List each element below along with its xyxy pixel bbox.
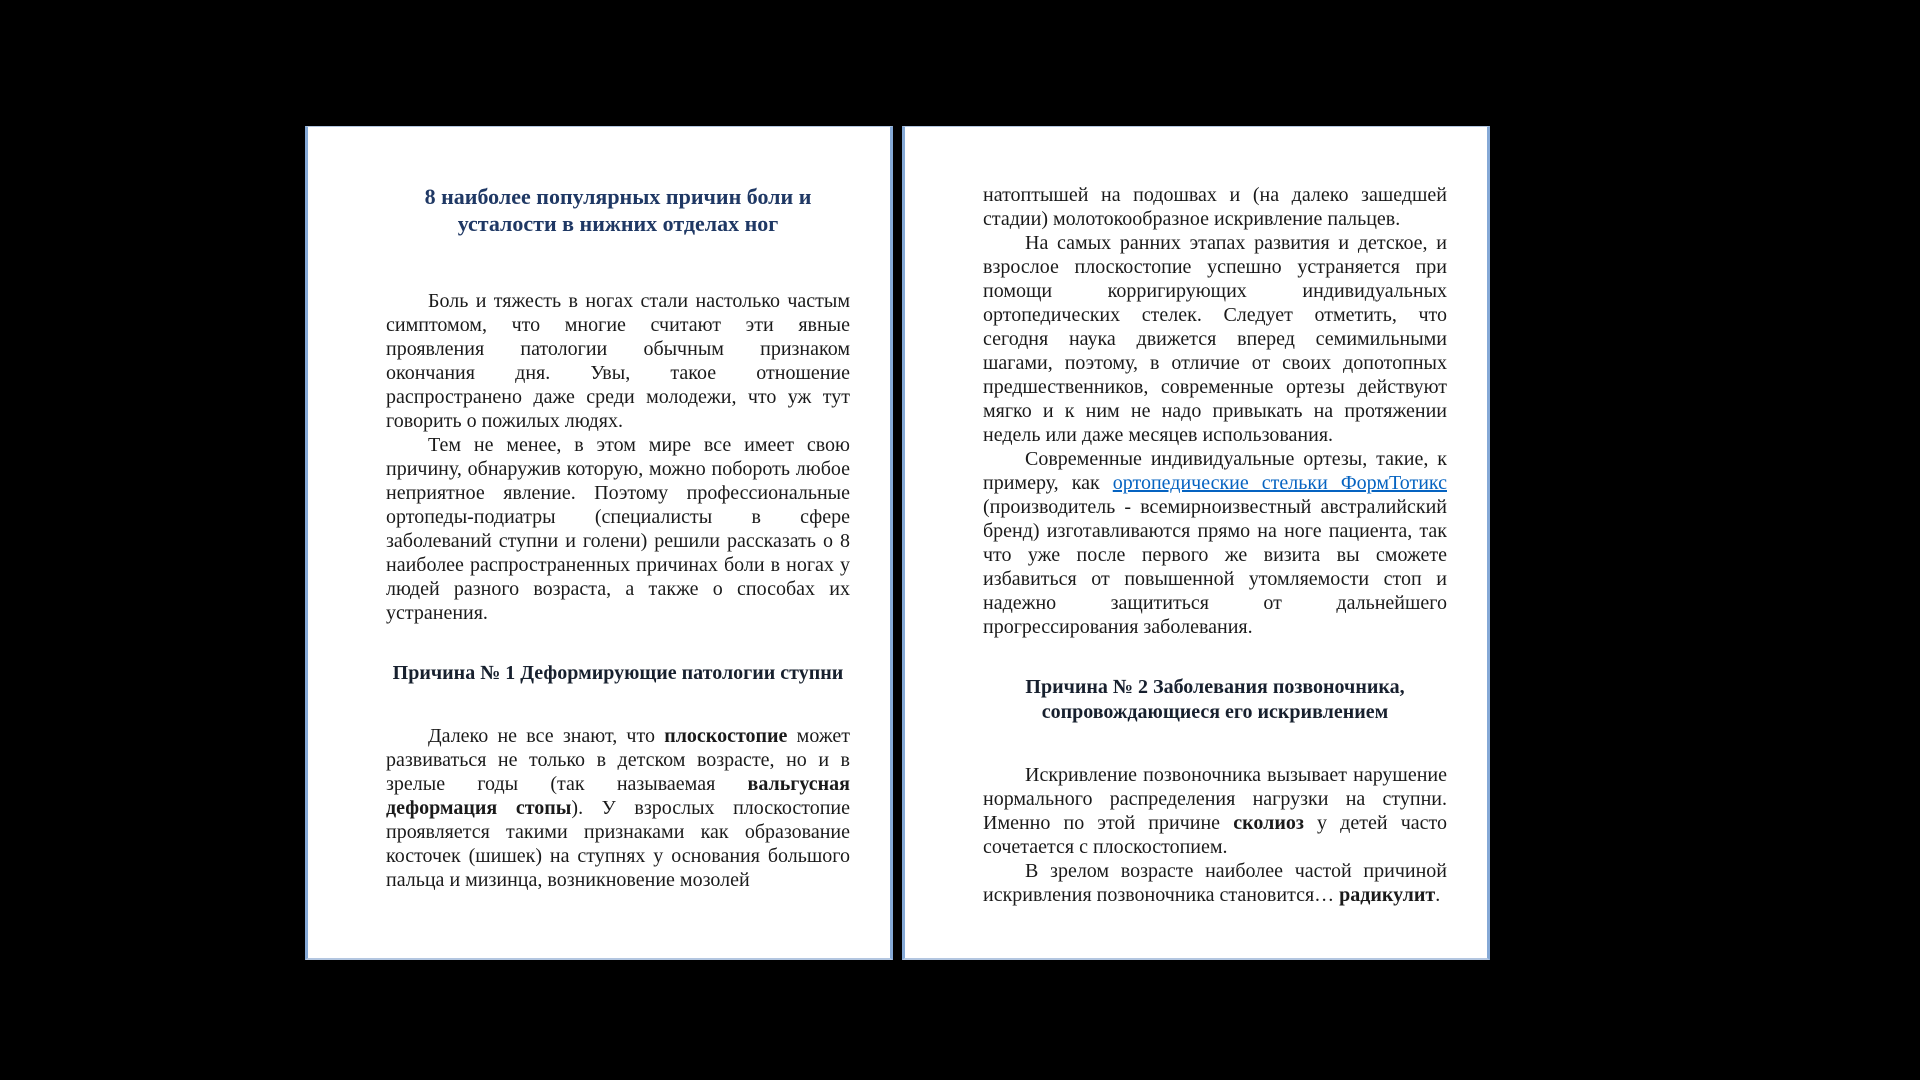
page-1[interactable]	[305, 126, 893, 960]
paragraph	[386, 289, 850, 433]
paragraph	[983, 231, 1447, 447]
document-viewer	[305, 126, 1490, 960]
bold-text: радикулит	[1339, 884, 1436, 906]
bold-text: плоскостопие	[664, 725, 788, 747]
hyperlink[interactable]: ортопедические стельки ФормТотикс	[1112, 472, 1447, 494]
body-text: Современные индивидуальные ортезы, такие, к примеру, как	[983, 448, 1447, 494]
body-text: Искривление позвоночника вызывает нарушение нормального распределения нагрузки на ступни. Именно по этой причине	[983, 764, 1447, 834]
paragraph	[983, 859, 1447, 907]
body-text: Далеко не все знают, что	[428, 725, 665, 747]
body-text: Тем не менее, в этом мире все имеет свою причину, обнаружив которую, можно побороть любое неприятное явление. Поэтому профессиональные ортопеды-подиатры (специалисты в сфере заболеваний ступни и голени) решили рассказать о 8 наиболее распространенных причинах боли в ногах у людей разного возраста, а также о способах их устранения.	[386, 434, 850, 624]
document-title: 8 наиболее популярных причин боли и усталости в нижних отделах ног	[424, 184, 812, 236]
body-text: ). У взрослых плоскостопие проявляется такими признаками как образование косточек (шишек) на ступнях у основания большого пальца и мизинца, возникновение мозолей	[386, 797, 850, 891]
paragraph	[386, 724, 850, 892]
body-text: Боль и тяжесть в ногах стали настолько частым симптомом, что многие считают эти явные проявления патологии обычным признаком окончания дня. Увы, такое отношение распространено даже среди молодежи, что уж тут говорить о пожилых людях.	[386, 290, 850, 432]
bold-text: вальгусная деформация стопы	[386, 773, 850, 819]
body-text: В зрелом возрасте наиболее частой причиной искривления позвоночника становится…	[983, 860, 1447, 906]
section-heading: Причина № 2 Заболевания позвоночника, сопровождающиеся его искривлением	[1025, 676, 1405, 723]
paragraph	[983, 183, 1447, 231]
page-2[interactable]	[902, 126, 1490, 960]
body-text: (производитель - всемирноизвестный австралийский бренд) изготавливаются прямо на ноге пациента, так что уже после первого же визита вы сможете избавиться от повышенной утомляемости стоп и надежно защититься от дальнейшего прогрессирования заболевания.	[983, 496, 1447, 638]
body-text: у детей часто сочетается с плоскостопием.	[983, 812, 1447, 858]
body-text: может развиваться не только в детском возрасте, но и в зрелые годы (так называемая	[386, 725, 850, 795]
body-text: натоптышей на подошвах и (на далеко зашедшей стадии) молотокообразное искривление пальцев.	[983, 184, 1447, 230]
paragraph	[386, 433, 850, 625]
section-heading: Причина № 1 Деформирующие патологии ступни	[392, 662, 844, 684]
paragraph	[983, 447, 1447, 639]
bold-text: сколиоз	[1233, 812, 1304, 834]
body-text: .	[1435, 884, 1441, 906]
body-text: На самых ранних этапах развития и детское, и взрослое плоскостопие успешно устраняется при помощи корригирующих индивидуальных ортопедических стелек. Следует отметить, что сегодня наука движется вперед семимильными шагами, поэтому, в отличие от своих допотопных предшественников, современные ортезы действуют мягко и к ним не надо привыкать на протяжении недель или даже месяцев использования.	[983, 232, 1447, 446]
paragraph	[983, 763, 1447, 859]
